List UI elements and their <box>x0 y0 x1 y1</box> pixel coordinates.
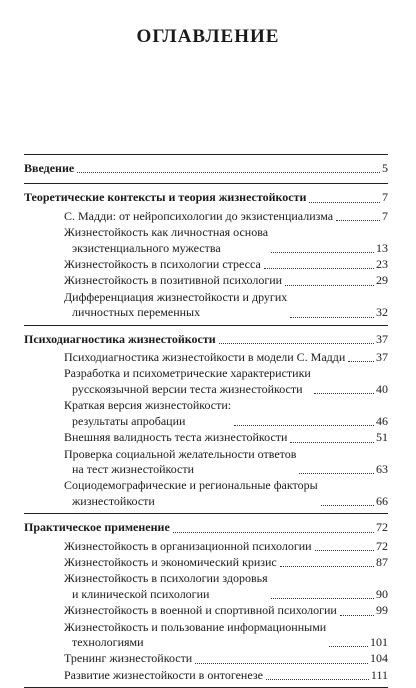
toc-section-introduction <box>24 154 388 183</box>
leader-dots <box>173 532 374 533</box>
toc-entry-text-cont: русскоязычной версии теста жизнестойкости <box>72 381 303 396</box>
leader-dots <box>234 425 374 426</box>
toc-entry-text: Краткая версия жизнестойкости: <box>64 398 232 413</box>
toc-section-theory <box>24 183 388 324</box>
page-number: 29 <box>376 273 388 288</box>
toc-entry[interactable] <box>24 290 388 321</box>
leader-dots <box>299 473 374 474</box>
toc-entry-text-cont: технологиями <box>72 634 144 649</box>
toc-entry-text-cont: личностных переменных <box>72 305 201 320</box>
leader-dots <box>219 343 374 344</box>
toc-heading[interactable] <box>24 332 388 347</box>
toc-heading-text: Практическое применение <box>24 520 170 535</box>
toc-entry-text: Развитие жизнестойкости в онтогенезе <box>64 667 263 682</box>
toc-entry-text: Жизнестойкость и пользование информационными <box>64 619 327 634</box>
page-number: 111 <box>370 667 388 682</box>
toc-entry-text: Проверка социальной желательности ответов <box>64 446 297 461</box>
toc-entry[interactable] <box>24 668 388 683</box>
page-number: 5 <box>382 161 388 175</box>
page-number: 66 <box>376 493 388 508</box>
toc-entry-text: Дифференциация жизнестойкости и других <box>64 289 288 304</box>
leader-dots <box>348 361 374 362</box>
toc-entry[interactable] <box>24 603 388 618</box>
toc-section-psychodiagnostics <box>24 325 388 513</box>
toc-heading-text: Введение <box>24 161 75 175</box>
leader-dots <box>77 172 380 173</box>
toc-heading-text: Психодиагностика жизнестойкости <box>24 331 216 346</box>
toc-entry[interactable] <box>24 620 388 651</box>
toc-entry[interactable] <box>24 366 388 397</box>
page-number: 7 <box>382 190 388 205</box>
toc-heading[interactable] <box>24 190 388 205</box>
table-of-contents <box>24 154 388 688</box>
page-number: 7 <box>382 208 388 223</box>
page-number: 72 <box>376 538 388 553</box>
leader-dots <box>271 598 374 599</box>
toc-entry-text-cont: и клинической психологии <box>72 586 210 601</box>
leader-dots <box>314 393 374 394</box>
toc-entry-text: Жизнестойкость и экономический кризис <box>64 554 277 569</box>
leader-dots <box>264 268 374 269</box>
page-number: 63 <box>376 461 388 476</box>
page-number: 23 <box>376 257 388 272</box>
toc-entry[interactable] <box>24 555 388 570</box>
toc-heading[interactable] <box>24 520 388 535</box>
page-number: 37 <box>376 331 388 346</box>
toc-entry-text: С. Мадди: от нейропсихологии до экзистенциализма <box>64 208 334 223</box>
leader-dots <box>266 679 369 680</box>
toc-entry-text-cont: жизнестойкости <box>72 493 155 508</box>
page-number: 72 <box>376 520 388 535</box>
page-number: 40 <box>376 381 388 396</box>
leader-dots <box>271 252 374 253</box>
leader-dots <box>309 202 380 203</box>
leader-dots <box>285 285 374 286</box>
toc-heading-text: Теоретические контексты и теория жизнестойкости <box>24 190 307 205</box>
page-number: 104 <box>370 651 388 666</box>
toc-entry[interactable] <box>24 225 388 256</box>
toc-entry[interactable] <box>24 478 388 509</box>
page-number: 90 <box>376 586 388 601</box>
toc-entry[interactable] <box>24 571 388 602</box>
toc-entry[interactable] <box>24 257 388 272</box>
leader-dots <box>336 220 380 221</box>
toc-entry[interactable] <box>24 398 388 429</box>
toc-heading[interactable] <box>24 161 388 176</box>
page-number: 46 <box>376 413 388 428</box>
page-number: 101 <box>370 634 388 649</box>
toc-entry[interactable] <box>24 539 388 554</box>
page-number: 51 <box>376 430 388 445</box>
page-number: 13 <box>376 240 388 255</box>
page-number: 37 <box>376 350 388 365</box>
toc-entry[interactable] <box>24 651 388 666</box>
leader-dots <box>340 615 374 616</box>
page-number: 99 <box>376 603 388 618</box>
page-number: 32 <box>376 305 388 320</box>
toc-entry[interactable] <box>24 350 388 365</box>
toc-entry[interactable] <box>24 273 388 288</box>
toc-entry-text-cont: на тест жизнестойкости <box>72 461 195 476</box>
toc-entry-text: Психодиагностика жизнестойкости в модели С. Мадди <box>64 350 346 365</box>
leader-dots <box>195 663 368 664</box>
toc-entry-text: Тренинг жизнестойкости <box>64 651 193 666</box>
leader-dots <box>321 505 374 506</box>
toc-entry-text: Жизнестойкость в позитивной психологии <box>64 273 283 288</box>
toc-entry-text: Жизнестойкость в психологии здоровья <box>64 571 268 586</box>
leader-dots <box>290 317 374 318</box>
leader-dots <box>329 646 368 647</box>
toc-entry-text: Жизнестойкость в военной и спортивной психологии <box>64 603 337 618</box>
toc-entry[interactable] <box>24 209 388 224</box>
toc-entry[interactable] <box>24 430 388 445</box>
toc-entry-text: Жизнестойкость как личностная основа <box>64 225 269 240</box>
toc-entry-text-cont: результаты апробации <box>72 413 186 428</box>
toc-entry-text-cont: экзистенциального мужества <box>72 240 221 255</box>
leader-dots <box>280 566 374 567</box>
toc-entry[interactable] <box>24 447 388 478</box>
toc-entry-text: Жизнестойкость в психологии стресса <box>64 257 261 272</box>
toc-entry-text: Жизнестойкость в организационной психологии <box>64 538 312 553</box>
page-title: ОГЛАВЛЕНИЕ <box>136 26 280 47</box>
leader-dots <box>290 442 374 443</box>
toc-section-practice <box>24 513 388 687</box>
toc-entry-text: Разработка и психометрические характеристики <box>64 366 311 381</box>
page-number: 87 <box>376 554 388 569</box>
toc-entry-text: Социодемографические и региональные факторы <box>64 478 318 493</box>
leader-dots <box>315 550 374 551</box>
toc-entry-text: Внешняя валидность теста жизнестойкости <box>64 430 288 445</box>
